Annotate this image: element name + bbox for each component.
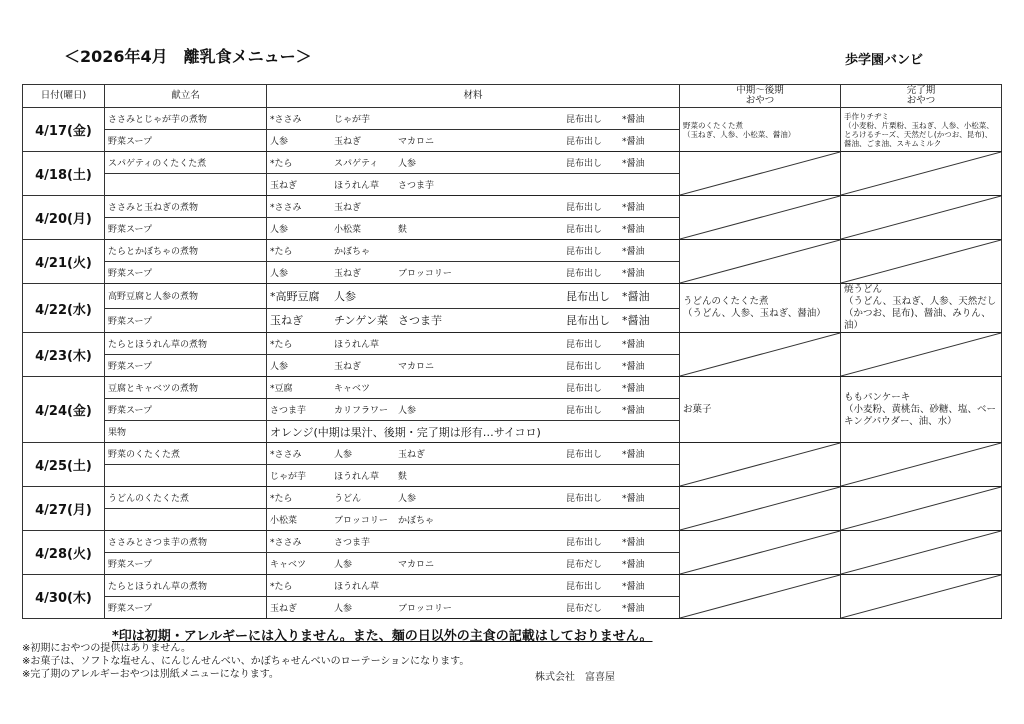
ingredient: 昆布出し	[566, 340, 603, 350]
ingredient: *醤油	[622, 247, 645, 257]
ingredient: 人参	[270, 225, 289, 235]
ingredient: チンゲン菜	[334, 314, 389, 328]
ingredient: じゃが芋	[334, 115, 371, 125]
ingredient: 昆布出し	[566, 269, 603, 279]
ingredient: *醤油	[622, 494, 645, 504]
ingredients-cell	[267, 443, 680, 465]
date-cell: 4/17(金)	[23, 108, 105, 152]
ingredient: 玉ねぎ	[270, 181, 298, 191]
ingredient: カリフラワー	[334, 406, 389, 416]
ingredient: *醤油	[622, 604, 645, 614]
ingredients-cell	[267, 575, 680, 597]
menu-row	[23, 575, 1002, 597]
ingredients-cell	[267, 130, 680, 152]
ingredient: さつま芋	[270, 406, 307, 416]
ingredient: マカロニ	[398, 560, 435, 570]
ingredient: *高野豆腐	[270, 289, 320, 303]
dish-name: たらとほうれん草の煮物	[105, 333, 267, 355]
ingredient: 麩	[398, 225, 408, 235]
ingredients-cell	[267, 333, 680, 355]
header-row	[23, 85, 1002, 108]
dish-name: スパゲティのくたくた煮	[105, 152, 267, 174]
date-cell: 4/23(木)	[23, 333, 105, 377]
date-cell: 4/24(金)	[23, 377, 105, 443]
date-cell: 4/28(火)	[23, 531, 105, 575]
dish-name: 豆腐とキャベツの煮物	[105, 377, 267, 399]
date-cell: 4/22(水)	[23, 284, 105, 333]
ingredient: 昆布出し	[566, 362, 603, 372]
ingredient: 昆布出し	[566, 203, 603, 213]
ingredient: *醤油	[622, 538, 645, 548]
ingredient: スパゲティ	[334, 159, 379, 169]
ingredient: *ささみ	[270, 450, 302, 460]
late-snack-empty	[841, 531, 1002, 575]
header-date: 日付(曜日)	[23, 85, 105, 108]
note-line: ※完了期のアレルギーおやつは別紙メニューになります。	[22, 669, 279, 680]
menu-row	[23, 333, 1002, 355]
ingredient-note: オレンジ(中期は果汁、後期・完了期は形有…サイコロ)	[270, 425, 541, 439]
dish-name	[105, 465, 267, 487]
date-cell: 4/21(火)	[23, 240, 105, 284]
ingredient: *醤油	[622, 384, 645, 394]
ingredient: 人参	[270, 362, 289, 372]
ingredient: かぼちゃ	[398, 516, 435, 526]
ingredient: 人参	[398, 406, 417, 416]
ingredient: *たら	[270, 159, 293, 169]
ingredient: *ささみ	[270, 115, 302, 125]
ingredient: *醤油	[622, 362, 645, 372]
mid-snack-empty	[680, 531, 841, 575]
dish-name: 高野豆腐と人参の煮物	[105, 284, 267, 309]
late-snack-empty	[841, 333, 1002, 377]
mid-snack-empty	[680, 487, 841, 531]
ingredient: 昆布出し	[566, 582, 603, 592]
late-snack-empty	[841, 196, 1002, 240]
mid-snack-empty	[680, 240, 841, 284]
ingredient: *豆腐	[270, 384, 293, 394]
date-cell: 4/30(木)	[23, 575, 105, 619]
ingredient: さつま芋	[398, 314, 442, 328]
ingredient: ほうれん草	[334, 472, 380, 482]
menu-row	[23, 108, 1002, 130]
menu-body	[23, 108, 1002, 619]
ingredient: 玉ねぎ	[398, 450, 426, 460]
ingredient: 昆布出し	[566, 494, 603, 504]
mid-snack-cell: うどんのくたくた煮 （うどん、人参、玉ねぎ、醤油）	[680, 284, 841, 333]
ingredient: *醤油	[622, 203, 645, 213]
menu-row	[23, 152, 1002, 174]
diagonal-slash	[841, 152, 1001, 195]
ingredient: 小松菜	[334, 225, 362, 235]
diagonal-slash	[680, 196, 840, 239]
ingredient: 昆布出し	[566, 159, 603, 169]
menu-row	[23, 284, 1002, 309]
late-snack-empty	[841, 487, 1002, 531]
dish-name: 野菜スープ	[105, 218, 267, 240]
diagonal-slash	[841, 531, 1001, 574]
page-title: ＜2026年4月 離乳食メニュー＞	[64, 47, 312, 66]
ingredient: 昆布出し	[566, 450, 603, 460]
ingredient: キャベツ	[270, 560, 307, 570]
header-dish: 献立名	[105, 85, 267, 108]
late-snack-empty	[841, 443, 1002, 487]
ingredient: 昆布だし	[566, 604, 603, 614]
menu-row	[23, 487, 1002, 509]
ingredient: 昆布出し	[566, 247, 603, 257]
ingredients-cell	[267, 218, 680, 240]
dish-name: 野菜スープ	[105, 130, 267, 152]
header-late-snack: 完了期 おやつ	[841, 85, 1002, 108]
ingredient: 人参	[398, 159, 417, 169]
ingredients-cell	[267, 284, 680, 309]
main-note: *印は初期・アレルギーには入りません。また、麺の日以外の主食の記載はしておりません。	[112, 629, 653, 644]
date-cell: 4/18(土)	[23, 152, 105, 196]
ingredient: ほうれん草	[334, 582, 380, 592]
ingredient: ほうれん草	[334, 181, 380, 191]
dish-name: 野菜スープ	[105, 597, 267, 619]
ingredient: 小松菜	[270, 516, 298, 526]
ingredients-cell	[267, 308, 680, 333]
late-snack-cell: 手作りチヂミ （小麦粉、片栗粉、玉ねぎ、人参、小松菜、とろけるチーズ、天然だし(かつお、昆布)、醤油、ごま油、スキムミルク	[841, 108, 1002, 152]
ingredient: 人参	[334, 450, 353, 460]
ingredients-cell	[267, 355, 680, 377]
ingredients-cell	[267, 465, 680, 487]
ingredient: *醤油	[622, 225, 645, 235]
ingredient: *醤油	[622, 314, 650, 328]
ingredient: 昆布出し	[566, 137, 603, 147]
ingredient: 人参	[270, 269, 289, 279]
ingredient: 昆布出し	[566, 538, 603, 548]
diagonal-slash	[680, 443, 840, 486]
ingredient: 昆布だし	[566, 560, 603, 570]
late-snack-empty	[841, 152, 1002, 196]
note-line: ※初期におやつの提供はありません。	[22, 643, 191, 654]
ingredient: かぼちゃ	[334, 247, 371, 257]
dish-name: ささみと玉ねぎの煮物	[105, 196, 267, 218]
ingredient: 昆布出し	[566, 289, 610, 303]
ingredient: マカロニ	[398, 137, 435, 147]
diagonal-slash	[841, 443, 1001, 486]
ingredient: 玉ねぎ	[334, 137, 362, 147]
ingredient: 人参	[334, 289, 356, 303]
ingredient: 玉ねぎ	[334, 203, 362, 213]
ingredients-cell	[267, 152, 680, 174]
ingredients-cell	[267, 531, 680, 553]
ingredient: 人参	[334, 560, 353, 570]
dish-name: 野菜のくたくた煮	[105, 443, 267, 465]
ingredient: *醤油	[622, 137, 645, 147]
header-ingredients: 材料	[267, 85, 680, 108]
note-line: ※お菓子は、ソフトな塩せん、にんじんせんべい、かぼちゃせんべいのローテーションになります。	[22, 656, 470, 667]
dish-name: たらとかぼちゃの煮物	[105, 240, 267, 262]
dish-name: たらとほうれん草の煮物	[105, 575, 267, 597]
menu-row	[23, 377, 1002, 399]
ingredient: *醤油	[622, 340, 645, 350]
dish-name: ささみとさつま芋の煮物	[105, 531, 267, 553]
ingredient: さつま芋	[334, 538, 371, 548]
dish-name: 野菜スープ	[105, 399, 267, 421]
dish-name: 野菜スープ	[105, 355, 267, 377]
ingredient: 人参	[334, 604, 353, 614]
ingredient: マカロニ	[398, 362, 435, 372]
diagonal-slash	[841, 575, 1001, 618]
ingredient: *醤油	[622, 269, 645, 279]
dish-name: 野菜スープ	[105, 553, 267, 575]
ingredient: 人参	[270, 137, 289, 147]
mid-snack-empty	[680, 575, 841, 619]
diagonal-slash	[680, 152, 840, 195]
ingredient: 昆布出し	[566, 115, 603, 125]
ingredient: *醤油	[622, 159, 645, 169]
dish-name: 野菜スープ	[105, 262, 267, 284]
dish-name: ささみとじゃが芋の煮物	[105, 108, 267, 130]
ingredient: ほうれん草	[334, 340, 380, 350]
company-name: 株式会社 富喜屋	[535, 672, 615, 683]
diagonal-slash	[680, 487, 840, 530]
mid-snack-empty	[680, 196, 841, 240]
ingredient: *醤油	[622, 289, 650, 303]
school-name: 歩学園バンビ	[845, 53, 924, 68]
dish-name: 果物	[105, 421, 267, 443]
ingredients-cell	[267, 174, 680, 196]
dish-name: 野菜スープ	[105, 308, 267, 333]
dish-name: うどんのくたくた煮	[105, 487, 267, 509]
ingredients-cell	[267, 240, 680, 262]
ingredient: *醤油	[622, 582, 645, 592]
ingredients-cell	[267, 262, 680, 284]
diagonal-slash	[841, 240, 1001, 283]
menu-table	[22, 84, 1002, 619]
ingredient: *たら	[270, 582, 293, 592]
diagonal-slash	[680, 333, 840, 376]
ingredients-cell	[267, 487, 680, 509]
ingredient: 昆布出し	[566, 314, 610, 328]
ingredients-cell	[267, 108, 680, 130]
mid-snack-cell: お菓子	[680, 377, 841, 443]
ingredients-cell	[267, 421, 680, 443]
ingredient: ブロッコリー	[334, 516, 388, 526]
diagonal-slash	[680, 575, 840, 618]
ingredient: 昆布出し	[566, 225, 603, 235]
notes	[22, 642, 469, 681]
ingredient: *醤油	[622, 560, 645, 570]
menu-row	[23, 443, 1002, 465]
ingredient: 昆布出し	[566, 384, 603, 394]
ingredient: *醤油	[622, 450, 645, 460]
header-mid-snack: 中期～後期 おやつ	[680, 85, 841, 108]
ingredient: 人参	[398, 494, 417, 504]
ingredients-cell	[267, 399, 680, 421]
ingredient: うどん	[334, 494, 362, 504]
dish-name	[105, 174, 267, 196]
ingredient: 玉ねぎ	[334, 269, 362, 279]
ingredient: 玉ねぎ	[270, 314, 303, 328]
ingredient: キャベツ	[334, 384, 371, 394]
late-snack-empty	[841, 575, 1002, 619]
ingredient: 玉ねぎ	[270, 604, 298, 614]
date-cell: 4/20(月)	[23, 196, 105, 240]
ingredient: じゃが芋	[270, 472, 307, 482]
menu-row	[23, 531, 1002, 553]
ingredient: *醤油	[622, 406, 645, 416]
ingredients-cell	[267, 196, 680, 218]
mid-snack-empty	[680, 443, 841, 487]
ingredients-cell	[267, 597, 680, 619]
ingredient: 昆布出し	[566, 406, 603, 416]
menu-row	[23, 196, 1002, 218]
mid-snack-empty	[680, 152, 841, 196]
mid-snack-empty	[680, 333, 841, 377]
ingredient: さつま芋	[398, 181, 435, 191]
diagonal-slash	[680, 240, 840, 283]
dish-name	[105, 509, 267, 531]
ingredient: *たら	[270, 340, 293, 350]
late-snack-empty	[841, 240, 1002, 284]
ingredients-cell	[267, 509, 680, 531]
ingredient: ブロッコリー	[398, 604, 452, 614]
ingredients-cell	[267, 377, 680, 399]
menu-row	[23, 240, 1002, 262]
ingredient: *ささみ	[270, 538, 302, 548]
diagonal-slash	[841, 487, 1001, 530]
date-cell: 4/27(月)	[23, 487, 105, 531]
ingredient: 玉ねぎ	[334, 362, 362, 372]
late-snack-cell: 焼うどん （うどん、玉ねぎ、人参、天然だし（かつお、昆布)、醤油、みりん、油）	[841, 284, 1002, 333]
diagonal-slash	[841, 333, 1001, 376]
diagonal-slash	[680, 531, 840, 574]
ingredient: *ささみ	[270, 203, 302, 213]
late-snack-cell: ももパンケーキ （小麦粉、黄桃缶、砂糖、塩、ベーキングパウダー、油、水）	[841, 377, 1002, 443]
ingredient: 麩	[398, 472, 408, 482]
ingredient: *たら	[270, 494, 293, 504]
date-cell: 4/25(土)	[23, 443, 105, 487]
ingredient: *醤油	[622, 115, 645, 125]
ingredient: ブロッコリー	[398, 269, 452, 279]
ingredients-cell	[267, 553, 680, 575]
mid-snack-cell: 野菜のくたくた煮 （玉ねぎ、人参、小松菜、醤油）	[680, 108, 841, 152]
ingredient: *たら	[270, 247, 293, 257]
diagonal-slash	[841, 196, 1001, 239]
